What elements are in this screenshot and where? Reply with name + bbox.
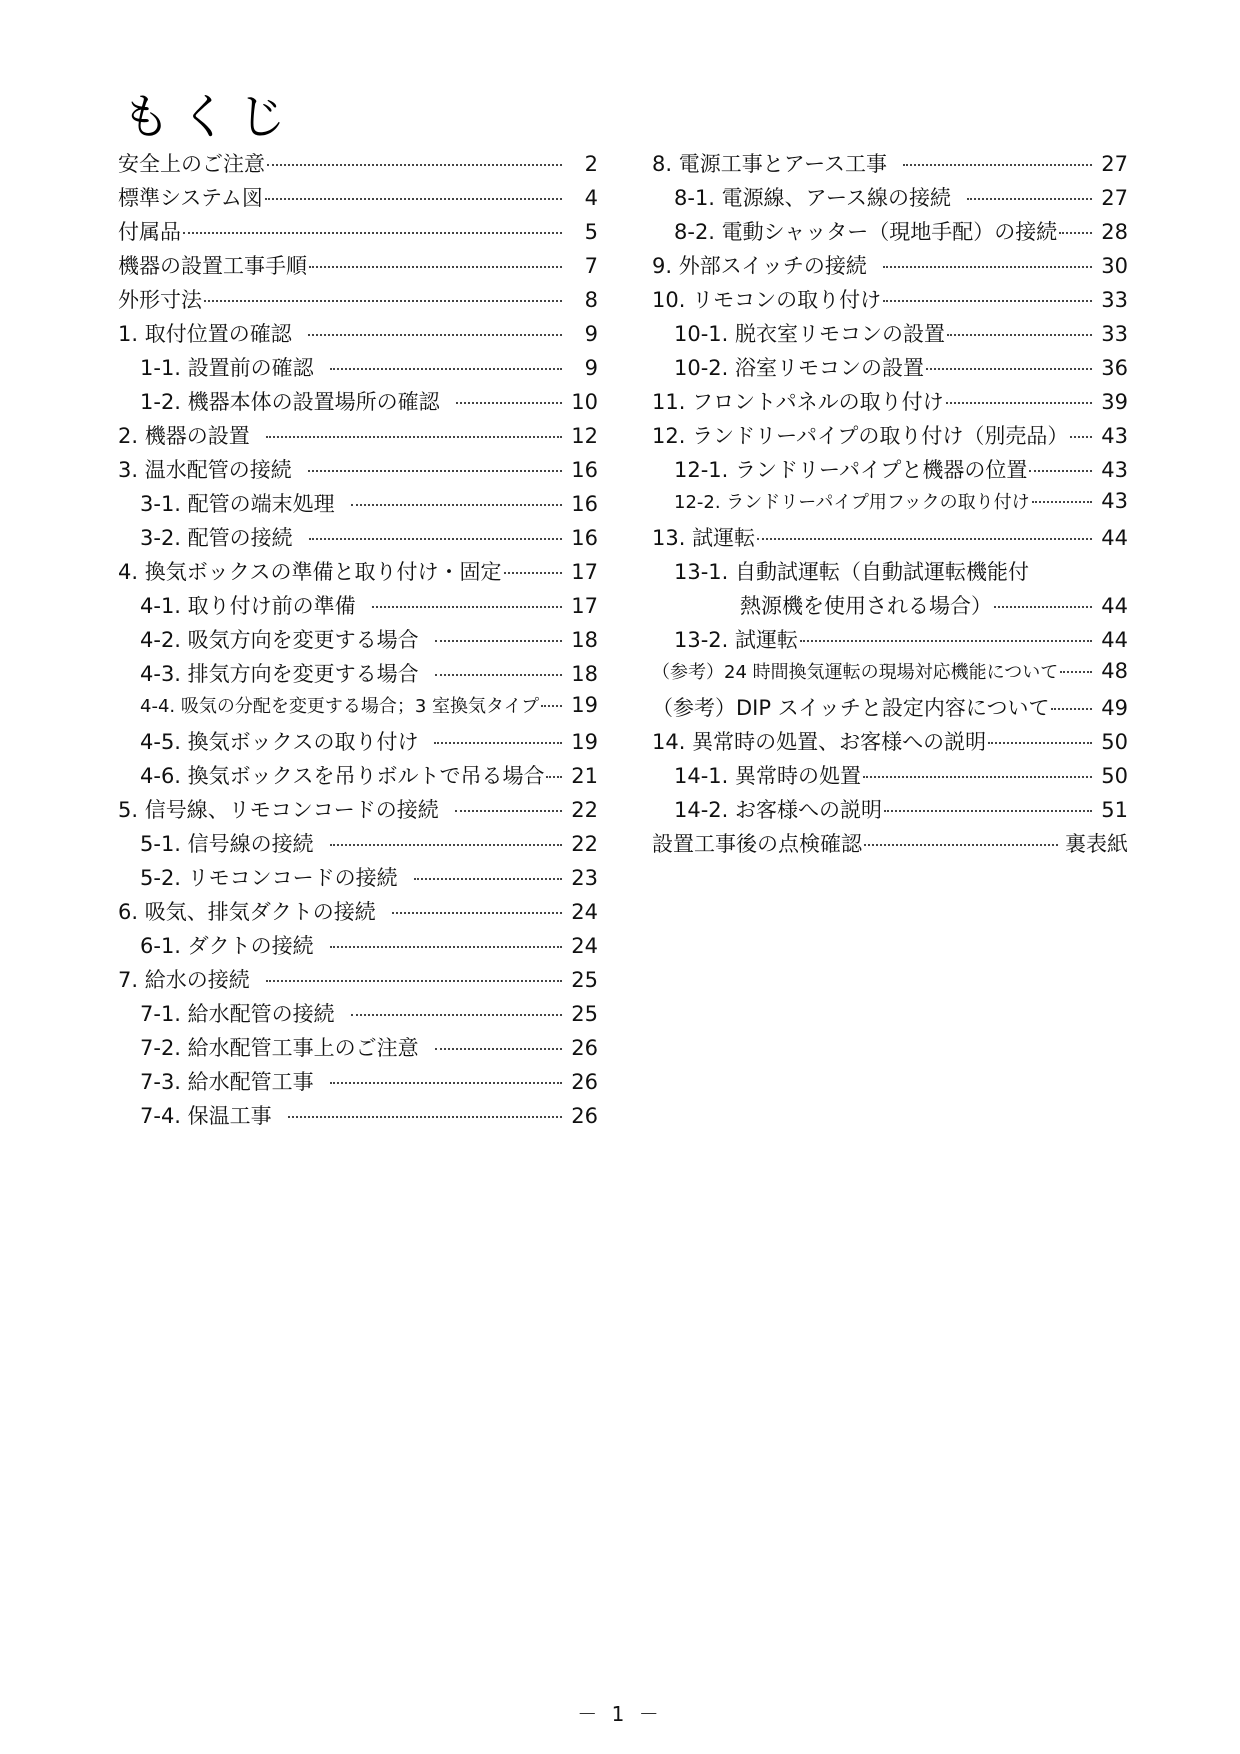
toc-entry-page: 5 [584, 220, 598, 244]
toc-entry-label: 13. 試運転 [652, 526, 756, 550]
toc-entry-label: 12-1. ランドリーパイプと機器の位置 [674, 458, 1028, 482]
dot-leader [265, 198, 562, 200]
toc-entry-label: 12. ランドリーパイプの取り付け（別売品） [652, 424, 1069, 448]
toc-entry[interactable] [118, 352, 598, 386]
toc-entry[interactable] [118, 250, 598, 284]
toc-entry-label: 1-2. 機器本体の設置場所の確認 [140, 390, 440, 414]
dot-leader [267, 164, 562, 166]
toc-entry[interactable] [652, 250, 1128, 284]
dot-leader [435, 1048, 562, 1050]
toc-entry-label: 11. フロントパネルの取り付け [652, 390, 944, 414]
toc-entry[interactable] [652, 624, 1128, 658]
toc-entry-label: 標準システム図 [118, 186, 263, 210]
toc-entry[interactable] [652, 352, 1128, 386]
toc-entry-label: 14-1. 異常時の処置 [674, 764, 862, 788]
toc-entry[interactable] [118, 420, 598, 454]
toc-entry[interactable] [118, 556, 598, 590]
dot-leader [1059, 232, 1092, 234]
toc-entry[interactable] [652, 522, 1128, 556]
dot-leader [884, 810, 1092, 812]
toc-entry[interactable] [652, 182, 1128, 216]
toc-entry[interactable] [118, 998, 598, 1032]
dot-leader [988, 742, 1092, 744]
toc-entry-label: （参考）DIP スイッチと設定内容について [652, 696, 1050, 720]
dot-leader [330, 844, 562, 846]
toc-entry[interactable] [118, 1032, 598, 1066]
dot-leader [330, 946, 562, 948]
toc-entry-label: 3. 温水配管の接続 [118, 458, 292, 482]
dot-leader [800, 640, 1092, 642]
dot-leader [903, 164, 1092, 166]
toc-entry-label: 4-1. 取り付け前の準備 [140, 594, 356, 618]
toc-entry-label: 13-1. 自動試運転（自動試運転機能付 [674, 560, 1030, 584]
toc-entry[interactable] [118, 726, 598, 760]
toc-entry-page: 44 [1101, 526, 1128, 550]
toc-entry[interactable] [652, 386, 1128, 420]
toc-entry-label: 14. 異常時の処置、お客様への説明 [652, 730, 987, 754]
toc-entry-label: 3-1. 配管の端末処理 [140, 492, 335, 516]
toc-entry[interactable] [118, 284, 598, 318]
dot-leader [946, 402, 1092, 404]
toc-entry-page: 18 [571, 662, 598, 686]
toc-entry-label: 13-2. 試運転 [674, 628, 799, 652]
toc-entry-page: 裏表紙 [1065, 832, 1128, 856]
toc-entry-label: 付属品 [118, 220, 181, 244]
toc-entry-page: 43 [1101, 458, 1128, 482]
dot-leader [1029, 470, 1092, 472]
toc-entry-page: 19 [571, 693, 598, 717]
toc-entry[interactable] [652, 556, 1128, 590]
toc-entry[interactable] [652, 794, 1128, 828]
dot-leader [309, 538, 562, 540]
dot-leader [183, 232, 562, 234]
toc-left-column [118, 148, 598, 1134]
toc-entry-label: 12-2. ランドリーパイプ用フックの取り付け [674, 492, 1030, 513]
toc-entry-page: 50 [1101, 730, 1128, 754]
dot-leader [1070, 436, 1092, 438]
toc-entry[interactable] [652, 760, 1128, 794]
toc-entry[interactable] [652, 454, 1128, 488]
toc-entry[interactable] [118, 1066, 598, 1100]
toc-entry-label: 8-1. 電源線、アース線の接続 [674, 186, 951, 210]
toc-entry[interactable] [118, 658, 598, 692]
toc-entry[interactable] [118, 590, 598, 624]
toc-entry[interactable] [652, 488, 1128, 522]
page-number: － 1 － [577, 1702, 663, 1726]
dot-leader [947, 334, 1092, 336]
toc-entry[interactable] [118, 862, 598, 896]
toc-entry-label: 10. リモコンの取り付け [652, 288, 882, 312]
dot-leader [456, 402, 562, 404]
dot-leader [308, 334, 562, 336]
toc-entry-page: 27 [1101, 152, 1128, 176]
toc-entry-page: 26 [571, 1036, 598, 1060]
toc-entry[interactable] [118, 216, 598, 250]
toc-entry-label: 4. 換気ボックスの準備と取り付け・固定 [118, 560, 502, 584]
dot-leader [351, 504, 562, 506]
toc-entry-page: 19 [571, 730, 598, 754]
toc-entry-label: 3-2. 配管の接続 [140, 526, 293, 550]
dot-leader [864, 844, 1058, 846]
dot-leader [372, 606, 562, 608]
dot-leader [757, 538, 1092, 540]
dot-leader [414, 878, 562, 880]
toc-entry[interactable] [118, 692, 598, 726]
dot-leader [546, 776, 562, 778]
dot-leader [309, 266, 562, 268]
toc-entry[interactable] [652, 828, 1128, 862]
toc-entry[interactable] [118, 148, 598, 182]
toc-entry[interactable] [118, 794, 598, 828]
toc-entry[interactable] [118, 964, 598, 998]
dot-leader [967, 198, 1092, 200]
dot-leader [883, 266, 1092, 268]
toc-entry[interactable] [652, 216, 1128, 250]
toc-entry-label: （参考）24 時間換気運転の現場対応機能について [652, 662, 1059, 683]
dot-leader [351, 1014, 562, 1016]
toc-entry-page: 25 [571, 968, 598, 992]
toc-entry-label: 1-1. 設置前の確認 [140, 356, 314, 380]
toc-entry[interactable] [652, 284, 1128, 318]
toc-entry-page: 28 [1101, 220, 1128, 244]
toc-entry[interactable] [652, 726, 1128, 760]
toc-entry-label: 4-4. 吸気の分配を変更する場合；3 室換気タイプ [140, 696, 540, 717]
toc-entry[interactable] [118, 488, 598, 522]
toc-entry-label: 1. 取付位置の確認 [118, 322, 292, 346]
toc-entry-label: 10-1. 脱衣室リモコンの設置 [674, 322, 946, 346]
toc-entry-label: 4-6. 換気ボックスを吊りボルトで吊る場合 [140, 764, 545, 788]
dot-leader [330, 368, 562, 370]
toc-entry-page: 39 [1101, 390, 1128, 414]
toc-entry-label: 8-2. 電動シャッター（現地手配）の接続 [674, 220, 1058, 244]
toc-entry-label: 10-2. 浴室リモコンの設置 [674, 356, 925, 380]
toc-entry-page: 24 [571, 934, 598, 958]
toc-entry-label: 7-1. 給水配管の接続 [140, 1002, 335, 1026]
toc-entry-label: 7-3. 給水配管工事 [140, 1070, 314, 1094]
toc-entry-label: 6-1. ダクトの接続 [140, 934, 314, 958]
dot-leader [392, 912, 562, 914]
toc-entry[interactable] [118, 828, 598, 862]
toc-entry[interactable] [652, 658, 1128, 692]
toc-entry-page: 22 [571, 798, 598, 822]
toc-right-column [652, 148, 1128, 862]
toc-entry-page: 17 [571, 560, 598, 584]
dot-leader [266, 436, 562, 438]
toc-entry-label: 5. 信号線、リモコンコードの接続 [118, 798, 439, 822]
toc-entry-page: 26 [571, 1104, 598, 1128]
toc-entry-page: 22 [571, 832, 598, 856]
dot-leader [266, 980, 562, 982]
toc-entry-page: 44 [1101, 628, 1128, 652]
toc-entry[interactable] [118, 386, 598, 420]
toc-entry-page: 51 [1101, 798, 1128, 822]
toc-entry[interactable] [118, 624, 598, 658]
toc-entry-label: 2. 機器の設置 [118, 424, 250, 448]
toc-entry-label: 熱源機を使用される場合） [740, 594, 992, 618]
toc-entry-label: 5-2. リモコンコードの接続 [140, 866, 398, 890]
toc-entry-page: 26 [571, 1070, 598, 1094]
toc-entry-page: 43 [1101, 489, 1128, 513]
toc-entry-label: 4-5. 換気ボックスの取り付け [140, 730, 419, 754]
toc-entry-label: 4-2. 吸気方向を変更する場合 [140, 628, 419, 652]
toc-entry[interactable] [652, 318, 1128, 352]
dot-leader [308, 470, 562, 472]
toc-entry-label: 14-2. お客様への説明 [674, 798, 883, 822]
dot-leader [541, 705, 562, 707]
dot-leader [435, 674, 562, 676]
toc-entry-label: 7. 給水の接続 [118, 968, 250, 992]
toc-entry[interactable] [118, 318, 598, 352]
toc-entry-label: 機器の設置工事手順 [118, 254, 307, 278]
dot-leader [204, 300, 562, 302]
toc-entry-page: 12 [571, 424, 598, 448]
toc-entry-page: 16 [571, 492, 598, 516]
dot-leader [1051, 708, 1092, 710]
toc-entry-page: 33 [1101, 288, 1128, 312]
toc-entry-label: 7-2. 給水配管工事上のご注意 [140, 1036, 419, 1060]
toc-entry-label: 設置工事後の点検確認 [652, 832, 862, 856]
toc-entry[interactable] [118, 182, 598, 216]
toc-entry[interactable] [118, 1100, 598, 1134]
toc-entry-page: 10 [571, 390, 598, 414]
toc-entry-page: 36 [1101, 356, 1128, 380]
toc-entry-page: 24 [571, 900, 598, 924]
toc-entry[interactable] [118, 760, 598, 794]
toc-entry[interactable] [118, 896, 598, 930]
dot-leader [994, 606, 1092, 608]
dot-leader [504, 572, 563, 574]
toc-entry-page: 2 [584, 152, 598, 176]
toc-entry-page: 8 [584, 288, 598, 312]
toc-entry-page: 27 [1101, 186, 1128, 210]
toc-entry-page: 50 [1101, 764, 1128, 788]
toc-entry[interactable] [652, 148, 1128, 182]
toc-entry[interactable] [652, 420, 1128, 454]
toc-entry-page: 17 [571, 594, 598, 618]
toc-entry-label: 9. 外部スイッチの接続 [652, 254, 867, 278]
dot-leader [926, 368, 1092, 370]
toc-entry-page: 21 [571, 764, 598, 788]
dot-leader [1060, 671, 1092, 673]
dot-leader [883, 300, 1092, 302]
toc-entry-label: 8. 電源工事とアース工事 [652, 152, 888, 176]
toc-entry-label: 6. 吸気、排気ダクトの接続 [118, 900, 376, 924]
toc-entry-label: 外形寸法 [118, 288, 202, 312]
toc-entry-page: 9 [584, 322, 598, 346]
toc-entry-label: 安全上のご注意 [118, 152, 265, 176]
toc-entry-page: 7 [584, 254, 598, 278]
dot-leader [288, 1116, 562, 1118]
toc-entry-page: 49 [1101, 696, 1128, 720]
dot-leader [434, 742, 562, 744]
toc-entry-page: 4 [584, 186, 598, 210]
toc-entry-page: 48 [1101, 659, 1128, 683]
toc-entry-label: 7-4. 保温工事 [140, 1104, 272, 1128]
toc-entry-label: 5-1. 信号線の接続 [140, 832, 314, 856]
toc-entry-page: 18 [571, 628, 598, 652]
dot-leader [863, 776, 1092, 778]
toc-entry-page: 30 [1101, 254, 1128, 278]
toc-entry-page: 23 [571, 866, 598, 890]
toc-entry[interactable] [118, 522, 598, 556]
page-title: もくじ [122, 89, 297, 145]
toc-entry[interactable] [118, 930, 598, 964]
toc-entry-page: 43 [1101, 424, 1128, 448]
dot-leader [330, 1082, 562, 1084]
toc-entry-page: 33 [1101, 322, 1128, 346]
toc-entry[interactable] [652, 692, 1128, 726]
toc-entry[interactable] [652, 590, 1128, 624]
toc-entry-page: 44 [1101, 594, 1128, 618]
toc-entry-page: 25 [571, 1002, 598, 1026]
toc-entry-page: 16 [571, 526, 598, 550]
dot-leader [455, 810, 562, 812]
dot-leader [1032, 501, 1092, 503]
toc-entry-page: 9 [584, 356, 598, 380]
toc-entry-label: 4-3. 排気方向を変更する場合 [140, 662, 419, 686]
dot-leader [435, 640, 562, 642]
toc-entry-page: 16 [571, 458, 598, 482]
toc-entry[interactable] [118, 454, 598, 488]
